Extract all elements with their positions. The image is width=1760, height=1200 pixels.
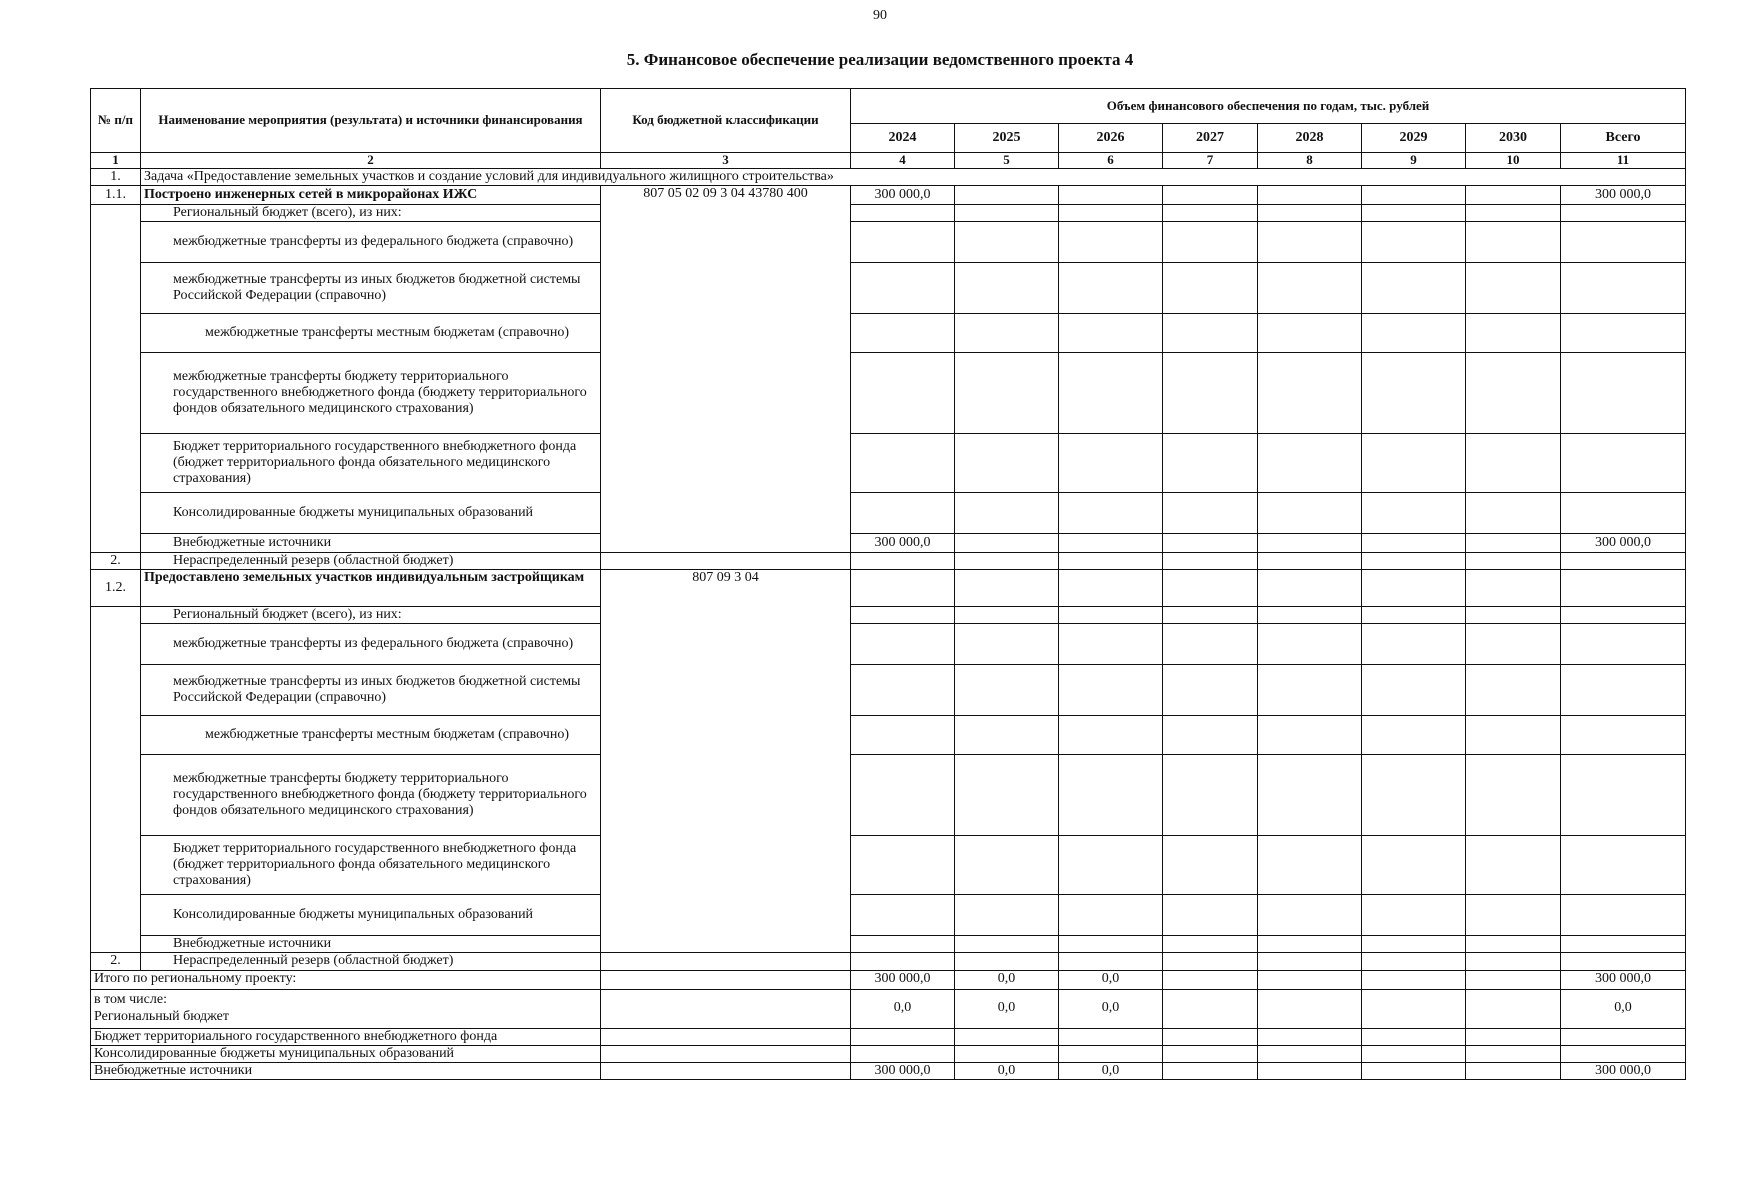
total-project-row: [91, 970, 1686, 989]
header-volume: Объем финансового обеспечения по годам, тыс. рублей: [851, 89, 1686, 124]
total-regional-total: 0,0: [1561, 989, 1686, 1028]
total-extra-2025: 0,0: [955, 1062, 1059, 1079]
total-extra-row: [91, 1062, 1686, 1079]
source-row: [91, 205, 1686, 222]
total-project-2024: 300 000,0: [851, 970, 955, 989]
col-number: 4: [851, 153, 955, 169]
event-value-2026: [1059, 186, 1163, 205]
source-municipal: Консолидированные бюджеты муниципальных образований: [141, 493, 601, 534]
col-number: 11: [1561, 153, 1686, 169]
event-code: 807 09 3 04: [601, 570, 851, 953]
source-row: [91, 434, 1686, 493]
blank-num-cell: [91, 607, 141, 953]
task-row: [91, 168, 1686, 185]
source-fund-budget: Бюджет территориального государственного внебюджетного фонда (бюджет территориального фонда обязательного медицинского страхования): [141, 836, 601, 895]
total-fund-label: Бюджет территориального государственного внебюджетного фонда: [91, 1028, 601, 1045]
source-regional: Региональный бюджет (всего), из них:: [141, 205, 601, 222]
total-regional-2025: 0,0: [955, 989, 1059, 1028]
reserve-num: 2.: [91, 553, 141, 570]
event-row: [91, 570, 1686, 607]
source-row: [91, 222, 1686, 263]
event-name: Предоставлено земельных участков индивидуальным застройщикам: [141, 570, 601, 607]
event-code: 807 05 02 09 3 04 43780 400: [601, 186, 851, 553]
event-name: Построено инженерных сетей в микрорайонах ИЖС: [141, 186, 601, 205]
header-year-2029: 2029: [1362, 124, 1466, 153]
header-year-2025: 2025: [955, 124, 1059, 153]
header-code: Код бюджетной классификации: [601, 89, 851, 153]
source-fund-transfers: межбюджетные трансферты бюджету территориального государственного внебюджетного фонда (бюджету территориального фондов обязательного медицинского страхования): [141, 353, 601, 434]
header-year-2027: 2027: [1163, 124, 1258, 153]
source-local-transfers: межбюджетные трансферты местным бюджетам (справочно): [141, 716, 601, 755]
extrabudget-value-2024: 300 000,0: [851, 534, 955, 553]
source-row: [91, 263, 1686, 314]
header-year-2028: 2028: [1258, 124, 1362, 153]
task-text: Задача «Предоставление земельных участков и создание условий для индивидуального жилищного строительства»: [141, 168, 1686, 185]
total-regional-2026: 0,0: [1059, 989, 1163, 1028]
total-project-label: Итого по региональному проекту:: [91, 970, 601, 989]
event-value-2024: 300 000,0: [851, 186, 955, 205]
source-row: [91, 665, 1686, 716]
source-row: [91, 607, 1686, 624]
total-extra-2026: 0,0: [1059, 1062, 1163, 1079]
total-extra-2024: 300 000,0: [851, 1062, 955, 1079]
total-extra-label: Внебюджетные источники: [91, 1062, 601, 1079]
col-number: 5: [955, 153, 1059, 169]
source-other-transfers: межбюджетные трансферты из иных бюджетов бюджетной системы Российской Федерации (справочно): [141, 665, 601, 716]
total-project-total: 300 000,0: [1561, 970, 1686, 989]
event-num: 1.2.: [91, 570, 141, 607]
total-municipal-label: Консолидированные бюджеты муниципальных образований: [91, 1045, 601, 1062]
event-value-2029: [1362, 186, 1466, 205]
event-row: [91, 186, 1686, 205]
header-name: Наименование мероприятия (результата) и источники финансирования: [141, 89, 601, 153]
col-number: 1: [91, 153, 141, 169]
total-regional-2024: 0,0: [851, 989, 955, 1028]
col-number: 9: [1362, 153, 1466, 169]
regional-budget-label: Региональный бюджет: [94, 1008, 229, 1024]
source-reserve: Нераспределенный резерв (областной бюджет): [141, 553, 601, 570]
total-regional-row: [91, 989, 1686, 1028]
source-row: [91, 836, 1686, 895]
total-project-2026: 0,0: [1059, 970, 1163, 989]
col-number: 7: [1163, 153, 1258, 169]
event-value-2028: [1258, 186, 1362, 205]
source-row: [91, 755, 1686, 836]
source-regional: Региональный бюджет (всего), из них:: [141, 607, 601, 624]
source-row: [91, 936, 1686, 953]
col-number: 6: [1059, 153, 1163, 169]
header-row: [91, 89, 1686, 124]
source-extrabudget: Внебюджетные источники: [141, 534, 601, 553]
col-number: 2: [141, 153, 601, 169]
task-num: 1.: [91, 168, 141, 185]
including-label: в том числе:: [94, 992, 167, 1008]
total-fund-row: [91, 1028, 1686, 1045]
total-extra-total: 300 000,0: [1561, 1062, 1686, 1079]
reserve-row: [91, 553, 1686, 570]
header-year-2026: 2026: [1059, 124, 1163, 153]
total-regional-label: [91, 989, 601, 1028]
source-row: [91, 716, 1686, 755]
reserve-row: [91, 953, 1686, 970]
source-row: [91, 534, 1686, 553]
financial-table: [90, 88, 1686, 1080]
source-local-transfers: межбюджетные трансферты местным бюджетам (справочно): [141, 314, 601, 353]
source-federal-transfers: межбюджетные трансферты из федерального бюджета (справочно): [141, 222, 601, 263]
event-value-2030: [1466, 186, 1561, 205]
total-municipal-row: [91, 1045, 1686, 1062]
event-value-2027: [1163, 186, 1258, 205]
source-fund-budget: Бюджет территориального государственного внебюджетного фонда (бюджет территориального фонда обязательного медицинского страхования): [141, 434, 601, 493]
source-reserve: Нераспределенный резерв (областной бюджет): [141, 953, 601, 970]
total-project-2025: 0,0: [955, 970, 1059, 989]
header-year-2030: 2030: [1466, 124, 1561, 153]
source-municipal: Консолидированные бюджеты муниципальных образований: [141, 895, 601, 936]
source-row: [91, 624, 1686, 665]
col-number: 10: [1466, 153, 1561, 169]
page-number: 90: [873, 8, 887, 23]
header-num: № п/п: [91, 89, 141, 153]
source-row: [91, 493, 1686, 534]
source-row: [91, 353, 1686, 434]
extrabudget-value-total: 300 000,0: [1561, 534, 1686, 553]
blank-num-cell: [91, 205, 141, 553]
column-numbering-row: [91, 153, 1686, 169]
source-federal-transfers: межбюджетные трансферты из федерального бюджета (справочно): [141, 624, 601, 665]
header-total: Всего: [1561, 124, 1686, 153]
header-year-2024: 2024: [851, 124, 955, 153]
col-number: 8: [1258, 153, 1362, 169]
source-row: [91, 314, 1686, 353]
event-value-total: 300 000,0: [1561, 186, 1686, 205]
col-number: 3: [601, 153, 851, 169]
source-extrabudget: Внебюджетные источники: [141, 936, 601, 953]
source-fund-transfers: межбюджетные трансферты бюджету территориального государственного внебюджетного фонда (бюджету территориального фондов обязательного медицинского страхования): [141, 755, 601, 836]
source-other-transfers: межбюджетные трансферты из иных бюджетов бюджетной системы Российской Федерации (справочно): [141, 263, 601, 314]
event-num: 1.1.: [91, 186, 141, 205]
event-value-2025: [955, 186, 1059, 205]
document-title: 5. Финансовое обеспечение реализации ведомственного проекта 4: [626, 50, 1134, 69]
reserve-num: 2.: [91, 953, 141, 970]
source-row: [91, 895, 1686, 936]
